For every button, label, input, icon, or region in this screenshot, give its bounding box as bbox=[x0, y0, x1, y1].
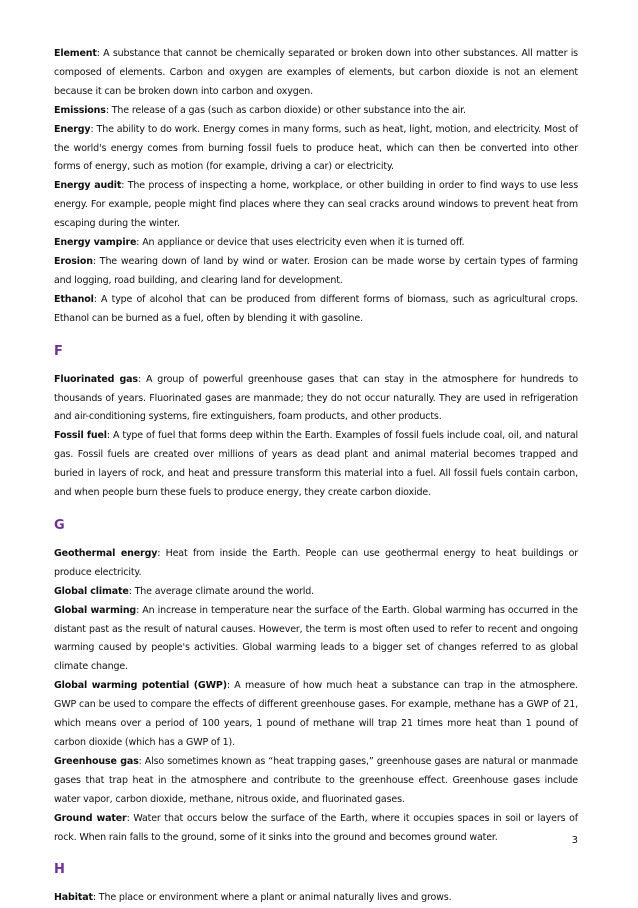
glossary-definition: : An increase in temperature near the surface of the Earth. Global warming has occurred in the distant past as the result of natural causes. However, the term is most often used to refer to recent and ongoing warming caused by people's activities. Global warming leads to a bigger set of changes referred to as global climate change. bbox=[54, 604, 578, 673]
glossary-definition: : Water that occurs below the surface of the Earth, where it occupies spaces in soil or layers of rock. When rain falls to the ground, some of it sinks into the ground and becomes ground water. bbox=[54, 812, 578, 843]
glossary-term: Greenhouse gas bbox=[54, 755, 139, 767]
glossary-section bbox=[54, 518, 578, 848]
glossary-entry bbox=[54, 545, 578, 583]
glossary-entry bbox=[54, 177, 578, 234]
glossary-definition: : A measure of how much heat a substance can trap in the atmosphere. GWP can be used to compare the effects of different greenhouse gases. For example, methane has a GWP of 21, which means over a period of 100 years, 1 pound of methane will trap 21 times more heat than 1 pound of carbon dioxide (which has a GWP of 1). bbox=[54, 680, 578, 748]
section-letter-heading: F bbox=[54, 343, 63, 359]
glossary-term: Global warming potential (GWP) bbox=[54, 680, 227, 692]
glossary-entry bbox=[54, 677, 578, 753]
glossary-term: Geothermal energy bbox=[54, 547, 158, 559]
glossary-section bbox=[54, 862, 578, 908]
glossary-definition: : A type of fuel that forms deep within the Earth. Examples of fossil fuels include coal, oil, and natural gas. Fossil fuels are created over millions of years as dead plant and animal material becomes trapped and buried in layers of rock, and heat and pressure transform this material into a fuel. All fossil fuels contain carbon, and when people burn these fuels to produce energy, they create carbon dioxide. bbox=[54, 430, 578, 499]
glossary-definition: : A group of powerful greenhouse gases that can stay in the atmosphere for hundreds to thousands of years. Fluorinated gases are manmade; they do not occur naturally. They are used in refrigeration and air-conditioning systems, fire extinguishers, foam products, and other products. bbox=[54, 373, 579, 423]
glossary-entry bbox=[54, 234, 578, 253]
glossary-term: Emissions bbox=[54, 104, 106, 116]
glossary-term: Energy vampire bbox=[54, 237, 137, 249]
glossary-definition: : An appliance or device that uses electricity even when it is turned off. bbox=[136, 237, 465, 249]
glossary-term: Global climate bbox=[54, 585, 129, 597]
glossary-term: Habitat bbox=[54, 892, 93, 904]
glossary-term: Fossil fuel bbox=[54, 430, 107, 442]
glossary-definition: : Heat from inside the Earth. People can use geothermal energy to heat buildings or produce electricity. bbox=[54, 547, 578, 578]
section-letter-heading: G bbox=[54, 517, 65, 533]
glossary-entry bbox=[54, 427, 578, 503]
glossary-content bbox=[54, 45, 578, 908]
glossary-term: Energy audit bbox=[54, 180, 122, 192]
glossary-definition: : The wearing down of land by wind or water. Erosion can be made worse by certain types of farming and logging, road building, and clearing land for development. bbox=[54, 255, 578, 286]
glossary-entry bbox=[54, 371, 578, 428]
glossary-term: Element bbox=[54, 48, 97, 59]
glossary-definition: : Also sometimes known as “heat trapping gases,” greenhouse gases are natural or manmade gases that trap heat in the atmosphere and contribute to the greenhouse effect. Greenhouse gases include water vapor, carbon dioxide, methane, nitrous oxide, and fluorinated gases. bbox=[54, 755, 578, 805]
glossary-entry bbox=[54, 602, 578, 678]
glossary-entry bbox=[54, 121, 578, 178]
glossary-term: Fluorinated gas bbox=[54, 373, 138, 385]
glossary-section bbox=[54, 45, 578, 329]
glossary-definition: : The ability to do work. Energy comes in many forms, such as heat, light, motion, and electricity. Most of the world's energy comes from burning fossil fuels to produce heat, which can then be converted into other forms of energy, such as motion (for example, driving a car) or electricity. bbox=[54, 123, 578, 173]
glossary-term: Ethanol bbox=[54, 293, 94, 305]
glossary-definition: : A type of alcohol that can be produced from different forms of biomass, such as agricultural crops. Ethanol can be burned as a fuel, often by blending it with gasoline. bbox=[54, 293, 578, 324]
glossary-definition: : The average climate around the world. bbox=[128, 585, 315, 597]
glossary-entry bbox=[54, 253, 578, 291]
glossary-term: Energy bbox=[54, 123, 91, 135]
glossary-entry bbox=[54, 291, 578, 329]
glossary-entry bbox=[54, 45, 578, 102]
glossary-term: Ground water bbox=[54, 812, 127, 824]
glossary-entry bbox=[54, 583, 578, 602]
glossary-section bbox=[54, 344, 578, 503]
glossary-definition: : The release of a gas (such as carbon dioxide) or other substance into the air. bbox=[105, 104, 466, 116]
glossary-entry bbox=[54, 889, 578, 908]
section-letter-heading: H bbox=[54, 862, 65, 878]
glossary-definition: : A substance that cannot be chemically separated or broken down into other substances. All matter is composed of elements. Carbon and oxygen are examples of elements, but carbon dioxide is not an element because it can be broken down into carbon and oxygen. bbox=[54, 48, 578, 97]
glossary-term: Global warming bbox=[54, 604, 137, 616]
glossary-entry bbox=[54, 102, 578, 121]
glossary-definition: : The place or environment where a plant or animal naturally lives and grows. bbox=[92, 892, 452, 904]
glossary-entry bbox=[54, 753, 578, 810]
page-number: 3 bbox=[571, 835, 578, 846]
glossary-definition: : The process of inspecting a home, workplace, or other building in order to find ways to use less energy. For example, people might find places where they can seal cracks around windows to prevent heat from escaping during the winter. bbox=[54, 180, 578, 230]
glossary-entry bbox=[54, 810, 578, 848]
glossary-term: Erosion bbox=[54, 255, 93, 267]
